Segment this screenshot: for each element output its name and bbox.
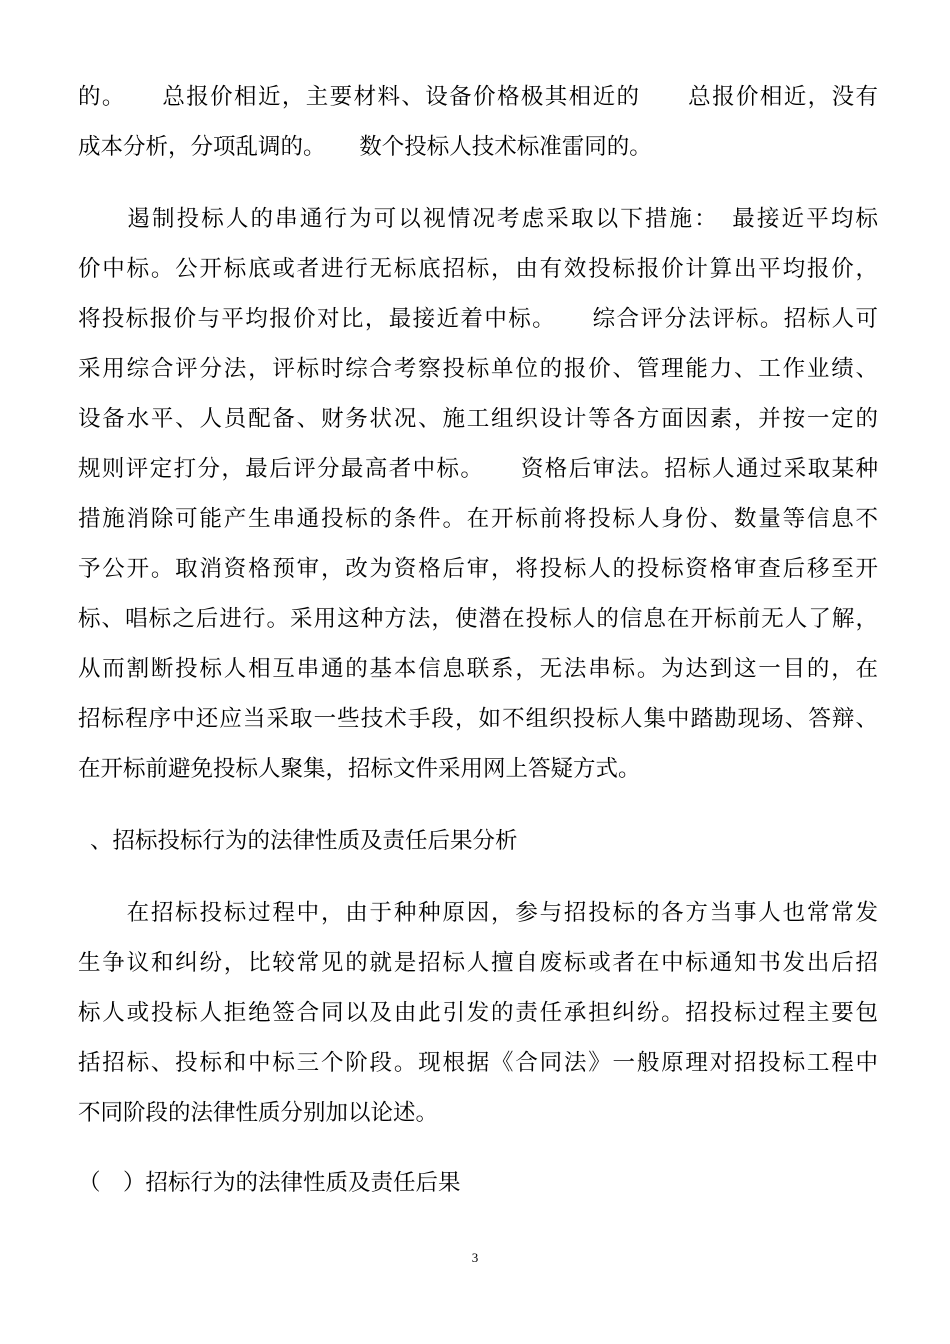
paragraph-2-line-5: 设备水平、人员配备、财务状况、施工组织设计等各方面因素，并按一定的 <box>78 406 878 432</box>
paragraph-2-line-6: 规则评定打分，最后评分最高者中标。 资格后审法。招标人通过采取某种 <box>78 456 878 482</box>
paragraph-2-line-12: 在开标前避免投标人聚集，招标文件采用网上答疑方式。 <box>78 756 641 782</box>
paragraph-2-line-3: 将投标报价与平均报价对比，最接近着中标。 综合评分法评标。招标人可 <box>78 306 878 332</box>
subsection-heading: （ ）招标行为的法律性质及责任后果 <box>78 1170 461 1196</box>
paragraph-1-line-2: 成本分析，分项乱调的。 数个投标人技术标准雷同的。 <box>78 134 652 160</box>
paragraph-2-line-1: 遏制投标人的串通行为可以视情况考虑采取以下措施： 最接近平均标 <box>78 206 878 232</box>
paragraph-2-line-8: 予公开。取消资格预审，改为资格后审，将投标人的投标资格审查后移至开 <box>78 556 878 582</box>
paragraph-3-line-2: 生争议和纠纷，比较常见的就是招标人擅自废标或者在中标通知书发出后招 <box>78 950 878 976</box>
paragraph-3-line-5: 不同阶段的法律性质分别加以论述。 <box>78 1100 439 1126</box>
paragraph-3-line-3: 标人或投标人拒绝签合同以及由此引发的责任承担纠纷。招投标过程主要包 <box>78 1000 878 1026</box>
section-heading: 、招标投标行为的法律性质及责任后果分析 <box>90 828 518 854</box>
paragraph-3-line-4: 括招标、投标和中标三个阶段。现根据《合同法》一般原理对招投标工程中 <box>78 1050 878 1076</box>
paragraph-2-line-4: 采用综合评分法，评标时综合考察投标单位的报价、管理能力、工作业绩、 <box>78 356 878 382</box>
paragraph-1-line-1: 的。 总报价相近，主要材料、设备价格极其相近的 总报价相近，没有 <box>78 84 878 110</box>
paragraph-3-line-1: 在招标投标过程中，由于种种原因，参与招投标的各方当事人也常常发 <box>78 900 878 926</box>
paragraph-2-line-10: 从而割断投标人相互串通的基本信息联系，无法串标。为达到这一目的，在 <box>78 656 878 682</box>
paragraph-2-line-11: 招标程序中还应当采取一些技术手段，如不组织投标人集中踏勘现场、答辩、 <box>78 706 878 732</box>
paragraph-2-line-2: 价中标。公开标底或者进行无标底招标，由有效投标报价计算出平均报价， <box>78 256 878 282</box>
page-number: 3 <box>471 1250 479 1265</box>
paragraph-2-line-9: 标、唱标之后进行。采用这种方法，使潜在投标人的信息在开标前无人了解， <box>78 606 878 632</box>
paragraph-2-line-7: 措施消除可能产生串通投标的条件。在开标前将投标人身份、数量等信息不 <box>78 506 878 532</box>
